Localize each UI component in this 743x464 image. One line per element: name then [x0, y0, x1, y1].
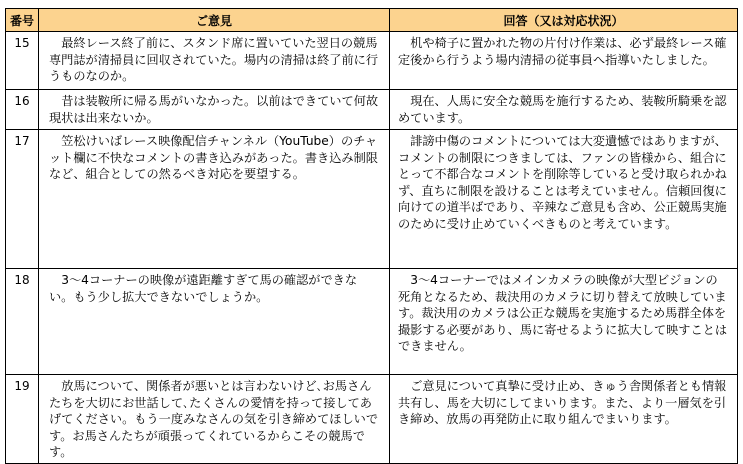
header-row — [6, 9, 738, 32]
row-number: 15 — [6, 32, 39, 90]
row-number: 18 — [6, 269, 39, 375]
row-number: 19 — [6, 375, 39, 464]
row-answer: 誹謗中傷のコメントについては大変遺憾ではありますが、コメントの制限につきましては、ファンの皆様から、組合にとって不都合なコメントを削除等していると受け取られかねず、直ちに制限を設けることは考えていません。信頼回復に向けての道半ばであり、辛辣なご意見も含め、公正競馬実施のために受け止めていくべきものと考えています。 — [390, 130, 738, 269]
row-answer: 机や椅子に置かれた物の片付け作業は、必ず最終レース確定後から行うよう場内清掃の従事員へ指導いたしました。 — [390, 32, 738, 90]
feedback-table — [5, 8, 738, 464]
row-answer: 現在、人馬に安全な競馬を施行するため、装鞍所騎乗を認めています。 — [390, 90, 738, 130]
row-number: 17 — [6, 130, 39, 269]
header-number: 番号 — [6, 9, 39, 32]
table-row — [6, 32, 738, 90]
table-row — [6, 130, 738, 269]
row-opinion: 3～4コーナーの映像が遠距離すぎて馬の確認ができない。もう少し拡大できないでしょうか。 — [39, 269, 390, 375]
row-answer: ご意見について真摯に受け止め、きゅう舎関係者とも情報共有し、馬を大切にしてまいります。また、より一層気を引き締め、放馬の再発防止に取り組んでまいります。 — [390, 375, 738, 464]
row-opinion: 最終レース終了前に、スタンド席に置いていた翌日の競馬専門誌が清掃員に回収されていた。場内の清掃は終了前に行うものなのか。 — [39, 32, 390, 90]
table-row — [6, 375, 738, 464]
row-opinion: 放馬について、関係者が悪いとは言わないけど､お馬さんたちを大切にお世話して､たくさんの愛情を持って接してあげてください。もう一度みなさんの気を引き締めてほしいです。お馬さんたちが頑張ってくれているからこその競馬です。 — [39, 375, 390, 464]
row-opinion: 笠松けいばレース映像配信チャンネル（YouTube）のチャット欄に不快なコメントの書き込みがあった。書き込み制限など、組合としての然るべき対応を要望する。 — [39, 130, 390, 269]
row-number: 16 — [6, 90, 39, 130]
header-opinion: ご意見 — [39, 9, 390, 32]
table-row — [6, 90, 738, 130]
header-answer: 回答（又は対応状況） — [390, 9, 738, 32]
table-row — [6, 269, 738, 375]
row-opinion: 昔は装鞍所に帰る馬がいなかった。以前はできていて何故現状は出来ないか。 — [39, 90, 390, 130]
row-answer: 3～4コーナーではメインカメラの映像が大型ビジョンの死角となるため、裁決用のカメラに切り替えて放映しています。裁決用のカメラは公正な競馬を実施するため馬群全体を撮影する必要があり、馬に寄せるように拡大して映すことはできません。 — [390, 269, 738, 375]
